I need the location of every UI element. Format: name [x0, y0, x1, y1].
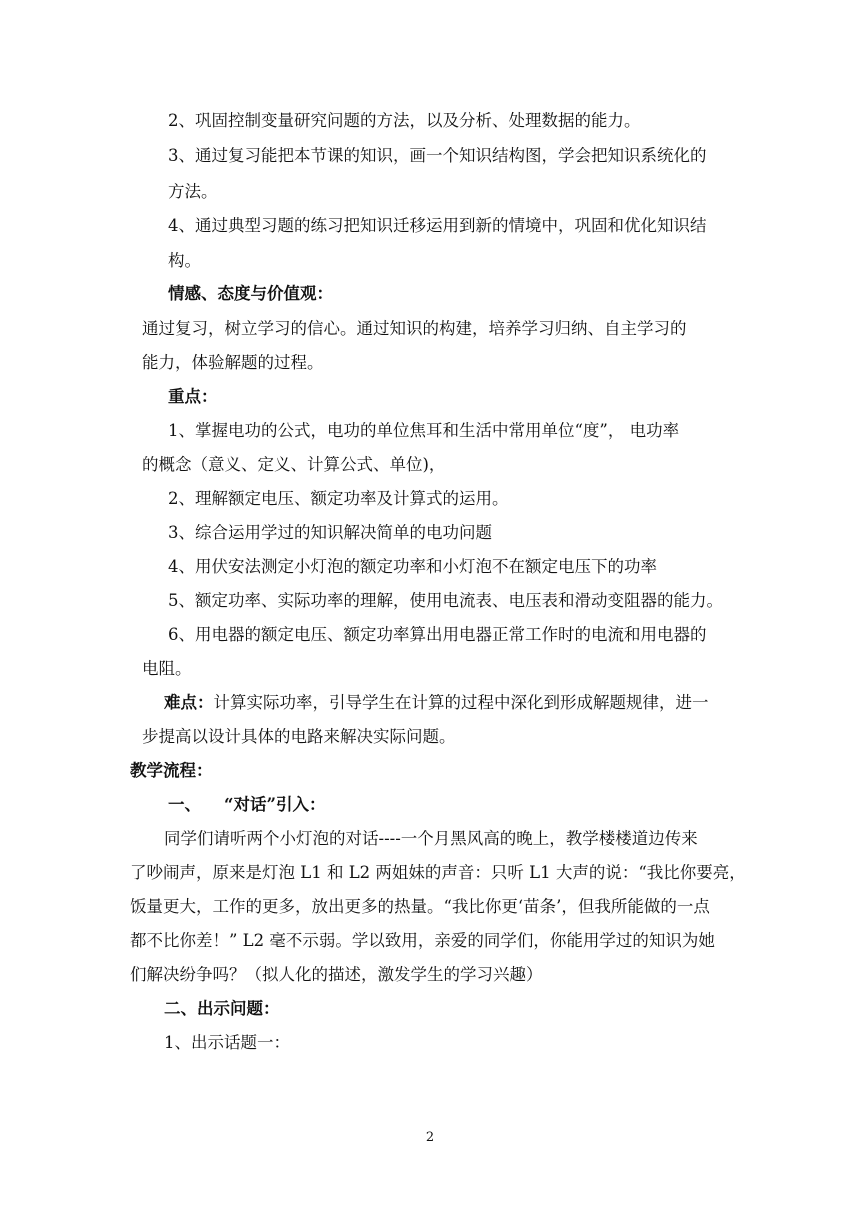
key-point-5: 5、额定功率、实际功率的理解，使用电流表、电压表和滑动变阻器的能力。 — [168, 591, 723, 610]
key-point-4: 4、用伏安法测定小灯泡的额定功率和小灯泡不在额定电压下的功率 — [168, 557, 657, 576]
section-2-heading: 二、出示问题： — [164, 999, 280, 1018]
key-point-6-cont: 电阻。 — [142, 659, 192, 678]
key-point-3: 3、综合运用学过的知识解决简单的电功问题 — [168, 523, 492, 542]
difficulty-paragraph — [164, 692, 709, 714]
teaching-process-heading: 教学流程： — [130, 761, 213, 780]
dialogue-paragraph-line-3: 饭量更大，工作的更多，放出更多的热量。“我比你更‘苗条’，但我所能做的一点 — [130, 897, 710, 916]
difficulty-paragraph-cont: 步提高以设计具体的电路来解决实际问题。 — [142, 727, 456, 746]
dialogue-paragraph-line-1: 同学们请听两个小灯泡的对话----一个月黑风高的晚上，教学楼楼道边传来 — [164, 829, 698, 848]
emotion-paragraph: 通过复习，树立学习的信心。通过知识的构建，培养学习归纳、自主学习的 — [142, 319, 687, 338]
dialogue-paragraph-line-5: 们解决纷争吗？（拟人化的描述，激发学生的学习兴趣） — [130, 965, 543, 984]
key-point-1-cont: 的概念（意义、定义、计算公式、单位)， — [142, 455, 446, 474]
dialogue-paragraph-line-2: 了吵闹声，原来是灯泡 L1 和 L2 两姐妹的声音：只听 L1 大声的说：“我比你要亮， — [130, 863, 746, 882]
objective-4: 4、通过典型习题的练习把知识迁移运用到新的情境中，巩固和优化知识结 — [168, 216, 707, 235]
objective-4-cont: 构。 — [168, 251, 201, 270]
difficulty-text: 计算实际功率，引导学生在计算的过程中深化到形成解题规律，进一 — [213, 693, 709, 712]
page-number: 2 — [425, 1130, 435, 1145]
section-1-heading: 一、 “对话”引入： — [168, 795, 326, 814]
objective-3-cont: 方法。 — [168, 182, 218, 201]
key-point-6: 6、用电器的额定电压、额定功率算出用电器正常工作时的电流和用电器的 — [168, 625, 707, 644]
key-points-heading: 重点： — [168, 387, 218, 406]
key-point-2: 2、理解额定电压、额定功率及计算式的运用。 — [168, 489, 509, 508]
topic-1-item: 1、出示话题一： — [164, 1033, 290, 1052]
dialogue-paragraph-line-4: 都不比你差！” L2 毫不示弱。学以致用，亲爱的同学们，你能用学过的知识为她 — [130, 931, 715, 950]
difficulty-label: 难点： — [164, 693, 214, 712]
key-point-1: 1、掌握电功的公式，电功的单位焦耳和生活中常用单位“度”， 电功率 — [168, 421, 680, 440]
emotion-paragraph-cont: 能力，体验解题的过程。 — [142, 353, 324, 372]
objective-3: 3、通过复习能把本节课的知识，画一个知识结构图，学会把知识系统化的 — [168, 146, 707, 165]
emotion-heading: 情感、态度与价值观： — [168, 284, 333, 303]
objective-2: 2、巩固控制变量研究问题的方法，以及分析、处理数据的能力。 — [168, 111, 641, 130]
